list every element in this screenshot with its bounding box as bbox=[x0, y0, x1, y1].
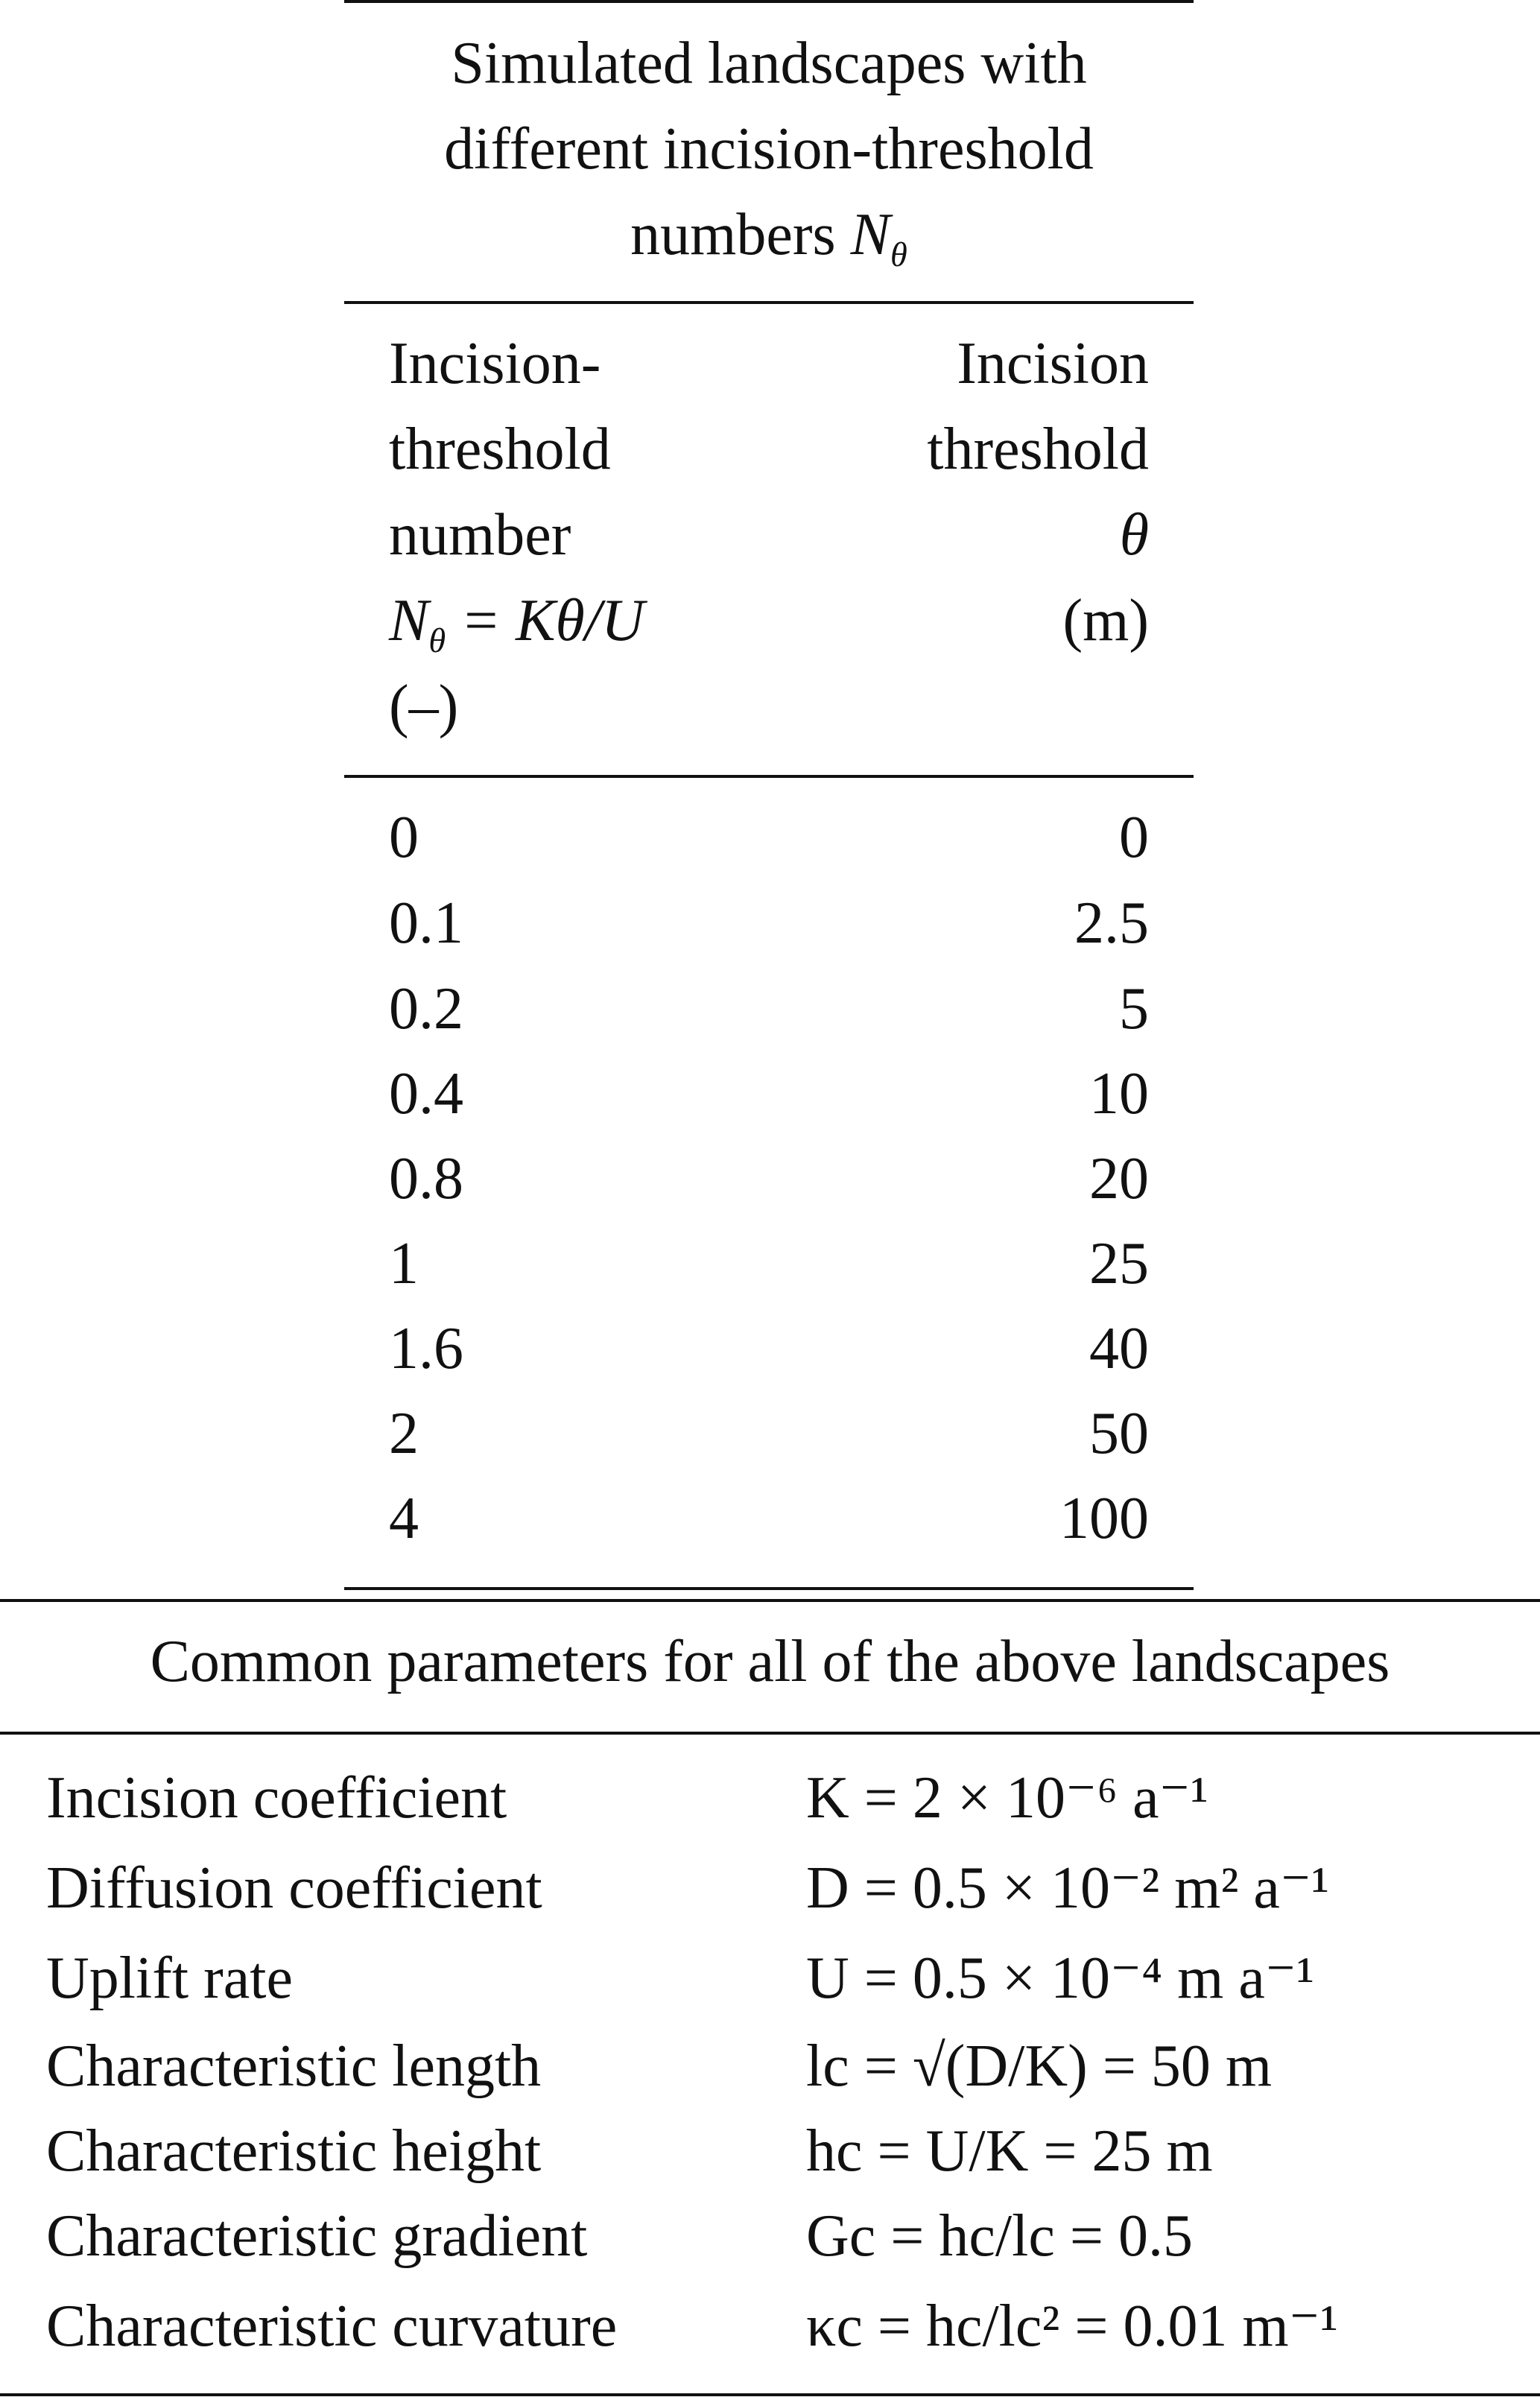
col2-header-symbol: θ bbox=[1119, 502, 1149, 568]
top-caption-line-3 bbox=[344, 197, 1194, 275]
caption-text: numbers bbox=[630, 202, 851, 267]
param-6-value: κc = hc/lc² = 0.01 m⁻¹ bbox=[806, 2293, 1338, 2359]
top-rule-2 bbox=[344, 301, 1194, 304]
top-rule-1 bbox=[344, 0, 1194, 3]
param-5-value: Gc = hc/lc = 0.5 bbox=[806, 2203, 1193, 2269]
param-4-label: Characteristic height bbox=[46, 2118, 542, 2184]
row-8-n: 4 bbox=[389, 1486, 419, 1551]
param-1-value: D = 0.5 × 10⁻² m² a⁻¹ bbox=[806, 1855, 1330, 1921]
row-2-theta: 5 bbox=[1119, 976, 1149, 1042]
row-0-n: 0 bbox=[389, 805, 419, 870]
top-caption-line-2: different incision-threshold bbox=[444, 116, 1094, 182]
col2-header-line-1: Incision bbox=[957, 331, 1149, 396]
col1-header-line-1: Incision- bbox=[389, 331, 601, 396]
row-2-n: 0.2 bbox=[389, 976, 463, 1042]
row-6-n: 1.6 bbox=[389, 1316, 463, 1381]
row-0-theta: 0 bbox=[1119, 805, 1149, 870]
row-7-theta: 50 bbox=[1089, 1401, 1149, 1466]
param-4-value: hc = U/K = 25 m bbox=[806, 2118, 1213, 2184]
row-8-theta: 100 bbox=[1059, 1486, 1149, 1551]
bottom-rule-2 bbox=[0, 1732, 1540, 1735]
bottom-table-title: Common parameters for all of the above landscapes bbox=[150, 1629, 1390, 1694]
row-7-n: 2 bbox=[389, 1401, 419, 1466]
param-2-label: Uplift rate bbox=[46, 1945, 293, 2011]
param-5-label: Characteristic gradient bbox=[46, 2203, 588, 2269]
formula-rhs: = Kθ/U bbox=[460, 588, 644, 653]
param-3-value: lc = √(D/K) = 50 m bbox=[806, 2033, 1273, 2099]
caption-symbol-sub: θ bbox=[890, 236, 907, 275]
row-4-theta: 20 bbox=[1089, 1146, 1149, 1212]
bottom-rule-1 bbox=[0, 1599, 1540, 1602]
top-caption-line-1: Simulated landscapes with bbox=[451, 31, 1087, 96]
row-1-theta: 2.5 bbox=[1074, 890, 1149, 956]
formula-lhs: N bbox=[389, 588, 429, 653]
param-0-value: K = 2 × 10⁻⁶ a⁻¹ bbox=[806, 1765, 1208, 1831]
row-6-theta: 40 bbox=[1089, 1316, 1149, 1381]
col1-header-line-2: threshold bbox=[389, 417, 611, 482]
row-3-theta: 10 bbox=[1089, 1061, 1149, 1127]
row-1-n: 0.1 bbox=[389, 890, 463, 956]
param-3-label: Characteristic length bbox=[46, 2033, 542, 2099]
param-1-label: Diffusion coefficient bbox=[46, 1855, 542, 1921]
row-5-theta: 25 bbox=[1089, 1231, 1149, 1296]
col2-header-line-2: threshold bbox=[927, 417, 1149, 482]
top-rule-3 bbox=[344, 775, 1194, 778]
col2-header-unit: (m) bbox=[1062, 588, 1149, 653]
formula-lhs-sub: θ bbox=[428, 622, 446, 661]
row-4-n: 0.8 bbox=[389, 1146, 463, 1212]
param-2-value: U = 0.5 × 10⁻⁴ m a⁻¹ bbox=[806, 1945, 1315, 2011]
row-3-n: 0.4 bbox=[389, 1061, 463, 1127]
col1-header-line-3: number bbox=[389, 502, 571, 568]
param-0-label: Incision coefficient bbox=[46, 1765, 507, 1831]
row-5-n: 1 bbox=[389, 1231, 419, 1296]
col1-header-formula bbox=[389, 583, 644, 661]
param-6-label: Characteristic curvature bbox=[46, 2293, 618, 2359]
bottom-rule-3 bbox=[0, 2393, 1540, 2396]
col1-header-unit: (–) bbox=[389, 674, 459, 739]
caption-symbol: N bbox=[850, 202, 891, 267]
top-rule-4 bbox=[344, 1587, 1194, 1590]
